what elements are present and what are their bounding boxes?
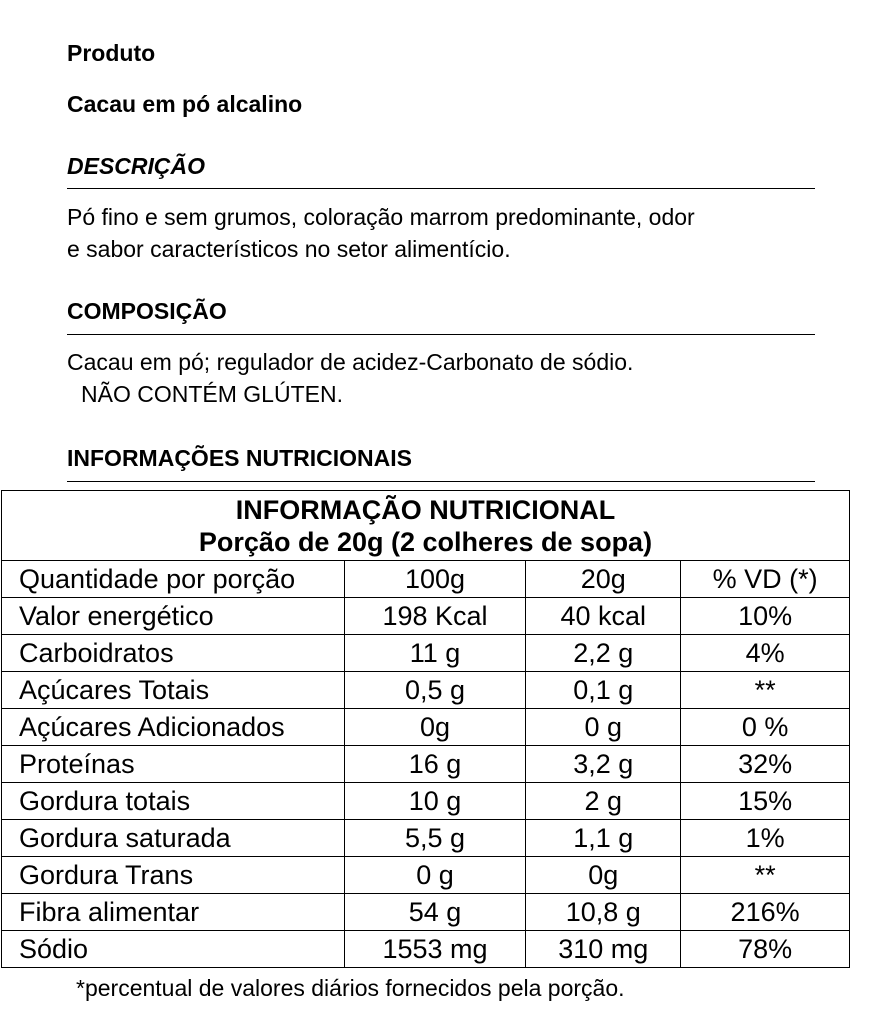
value-100g: 54 g [344, 894, 526, 931]
header-cell: 20g [526, 561, 681, 598]
value-vd: 32% [681, 746, 850, 783]
nutrient-name: Gordura totais [2, 783, 345, 820]
value-vd: 4% [681, 635, 850, 672]
table-row [2, 635, 850, 672]
descricao-heading: DESCRIÇÃO [67, 153, 206, 179]
table-row [2, 709, 850, 746]
nutrient-name: Gordura saturada [2, 820, 345, 857]
header-cell: % VD (*) [681, 561, 850, 598]
value-20g: 0g [526, 857, 681, 894]
table-row [2, 672, 850, 709]
value-100g: 0 g [344, 857, 526, 894]
value-vd: 1% [681, 820, 850, 857]
nutrient-name: Açúcares Adicionados [2, 709, 345, 746]
value-100g: 11 g [344, 635, 526, 672]
descricao-divider [67, 188, 815, 189]
value-20g: 2,2 g [526, 635, 681, 672]
produto-value: Cacau em pó alcalino [67, 91, 303, 117]
table-row [2, 746, 850, 783]
nutrient-name: Fibra alimentar [2, 894, 345, 931]
composicao-line: NÃO CONTÉM GLÚTEN. [81, 381, 343, 407]
descricao-text [67, 201, 695, 265]
table-subtitle: Porção de 20g (2 colheres de sopa) [198, 527, 653, 557]
footnote: *percentual de valores diários fornecidos pela porção. [76, 975, 625, 1001]
header-cell: Quantidade por porção [2, 561, 345, 598]
value-20g: 10,8 g [526, 894, 681, 931]
value-20g: 0,1 g [526, 672, 681, 709]
header-cell: 100g [344, 561, 526, 598]
table-row [2, 931, 850, 968]
value-20g: 2 g [526, 783, 681, 820]
composicao-heading: COMPOSIÇÃO [67, 298, 227, 324]
table-row [2, 894, 850, 931]
table-row [2, 820, 850, 857]
value-20g: 0 g [526, 709, 681, 746]
descricao-line: e sabor característicos no setor alimentício. [67, 236, 511, 262]
table-header-row [2, 561, 850, 598]
value-100g: 16 g [344, 746, 526, 783]
nutrient-name: Sódio [2, 931, 345, 968]
value-vd: 78% [681, 931, 850, 968]
composicao-divider [67, 334, 815, 335]
produto-heading: Produto [67, 40, 156, 66]
nutrition-table [1, 490, 850, 968]
value-vd: 15% [681, 783, 850, 820]
value-20g: 310 mg [526, 931, 681, 968]
table-row [2, 783, 850, 820]
value-100g: 10 g [344, 783, 526, 820]
value-100g: 0,5 g [344, 672, 526, 709]
table-title-text: INFORMAÇÃO NUTRICIONAL [235, 495, 616, 525]
informacoes-divider [67, 481, 815, 482]
nutrient-name: Açúcares Totais [2, 672, 345, 709]
nutrient-name: Carboidratos [2, 635, 345, 672]
value-20g: 40 kcal [526, 598, 681, 635]
table-row [2, 598, 850, 635]
value-100g: 198 Kcal [344, 598, 526, 635]
nutrient-name: Valor energético [2, 598, 345, 635]
value-vd: ** [681, 672, 850, 709]
table-row [2, 857, 850, 894]
value-100g: 1553 mg [344, 931, 526, 968]
nutrient-name: Gordura Trans [2, 857, 345, 894]
nutrient-name: Proteínas [2, 746, 345, 783]
descricao-line: Pó fino e sem grumos, coloração marrom predominante, odor [67, 204, 695, 230]
value-vd: 216% [681, 894, 850, 931]
informacoes-heading: INFORMAÇÕES NUTRICIONAIS [67, 445, 412, 471]
value-100g: 5,5 g [344, 820, 526, 857]
value-100g: 0g [344, 709, 526, 746]
table-title [2, 491, 850, 561]
value-vd: ** [681, 857, 850, 894]
value-20g: 1,1 g [526, 820, 681, 857]
value-20g: 3,2 g [526, 746, 681, 783]
value-vd: 10% [681, 598, 850, 635]
composicao-text [67, 346, 633, 410]
table-title-row [2, 491, 850, 561]
composicao-line: Cacau em pó; regulador de acidez-Carbonato de sódio. [67, 349, 634, 375]
value-vd: 0 % [681, 709, 850, 746]
